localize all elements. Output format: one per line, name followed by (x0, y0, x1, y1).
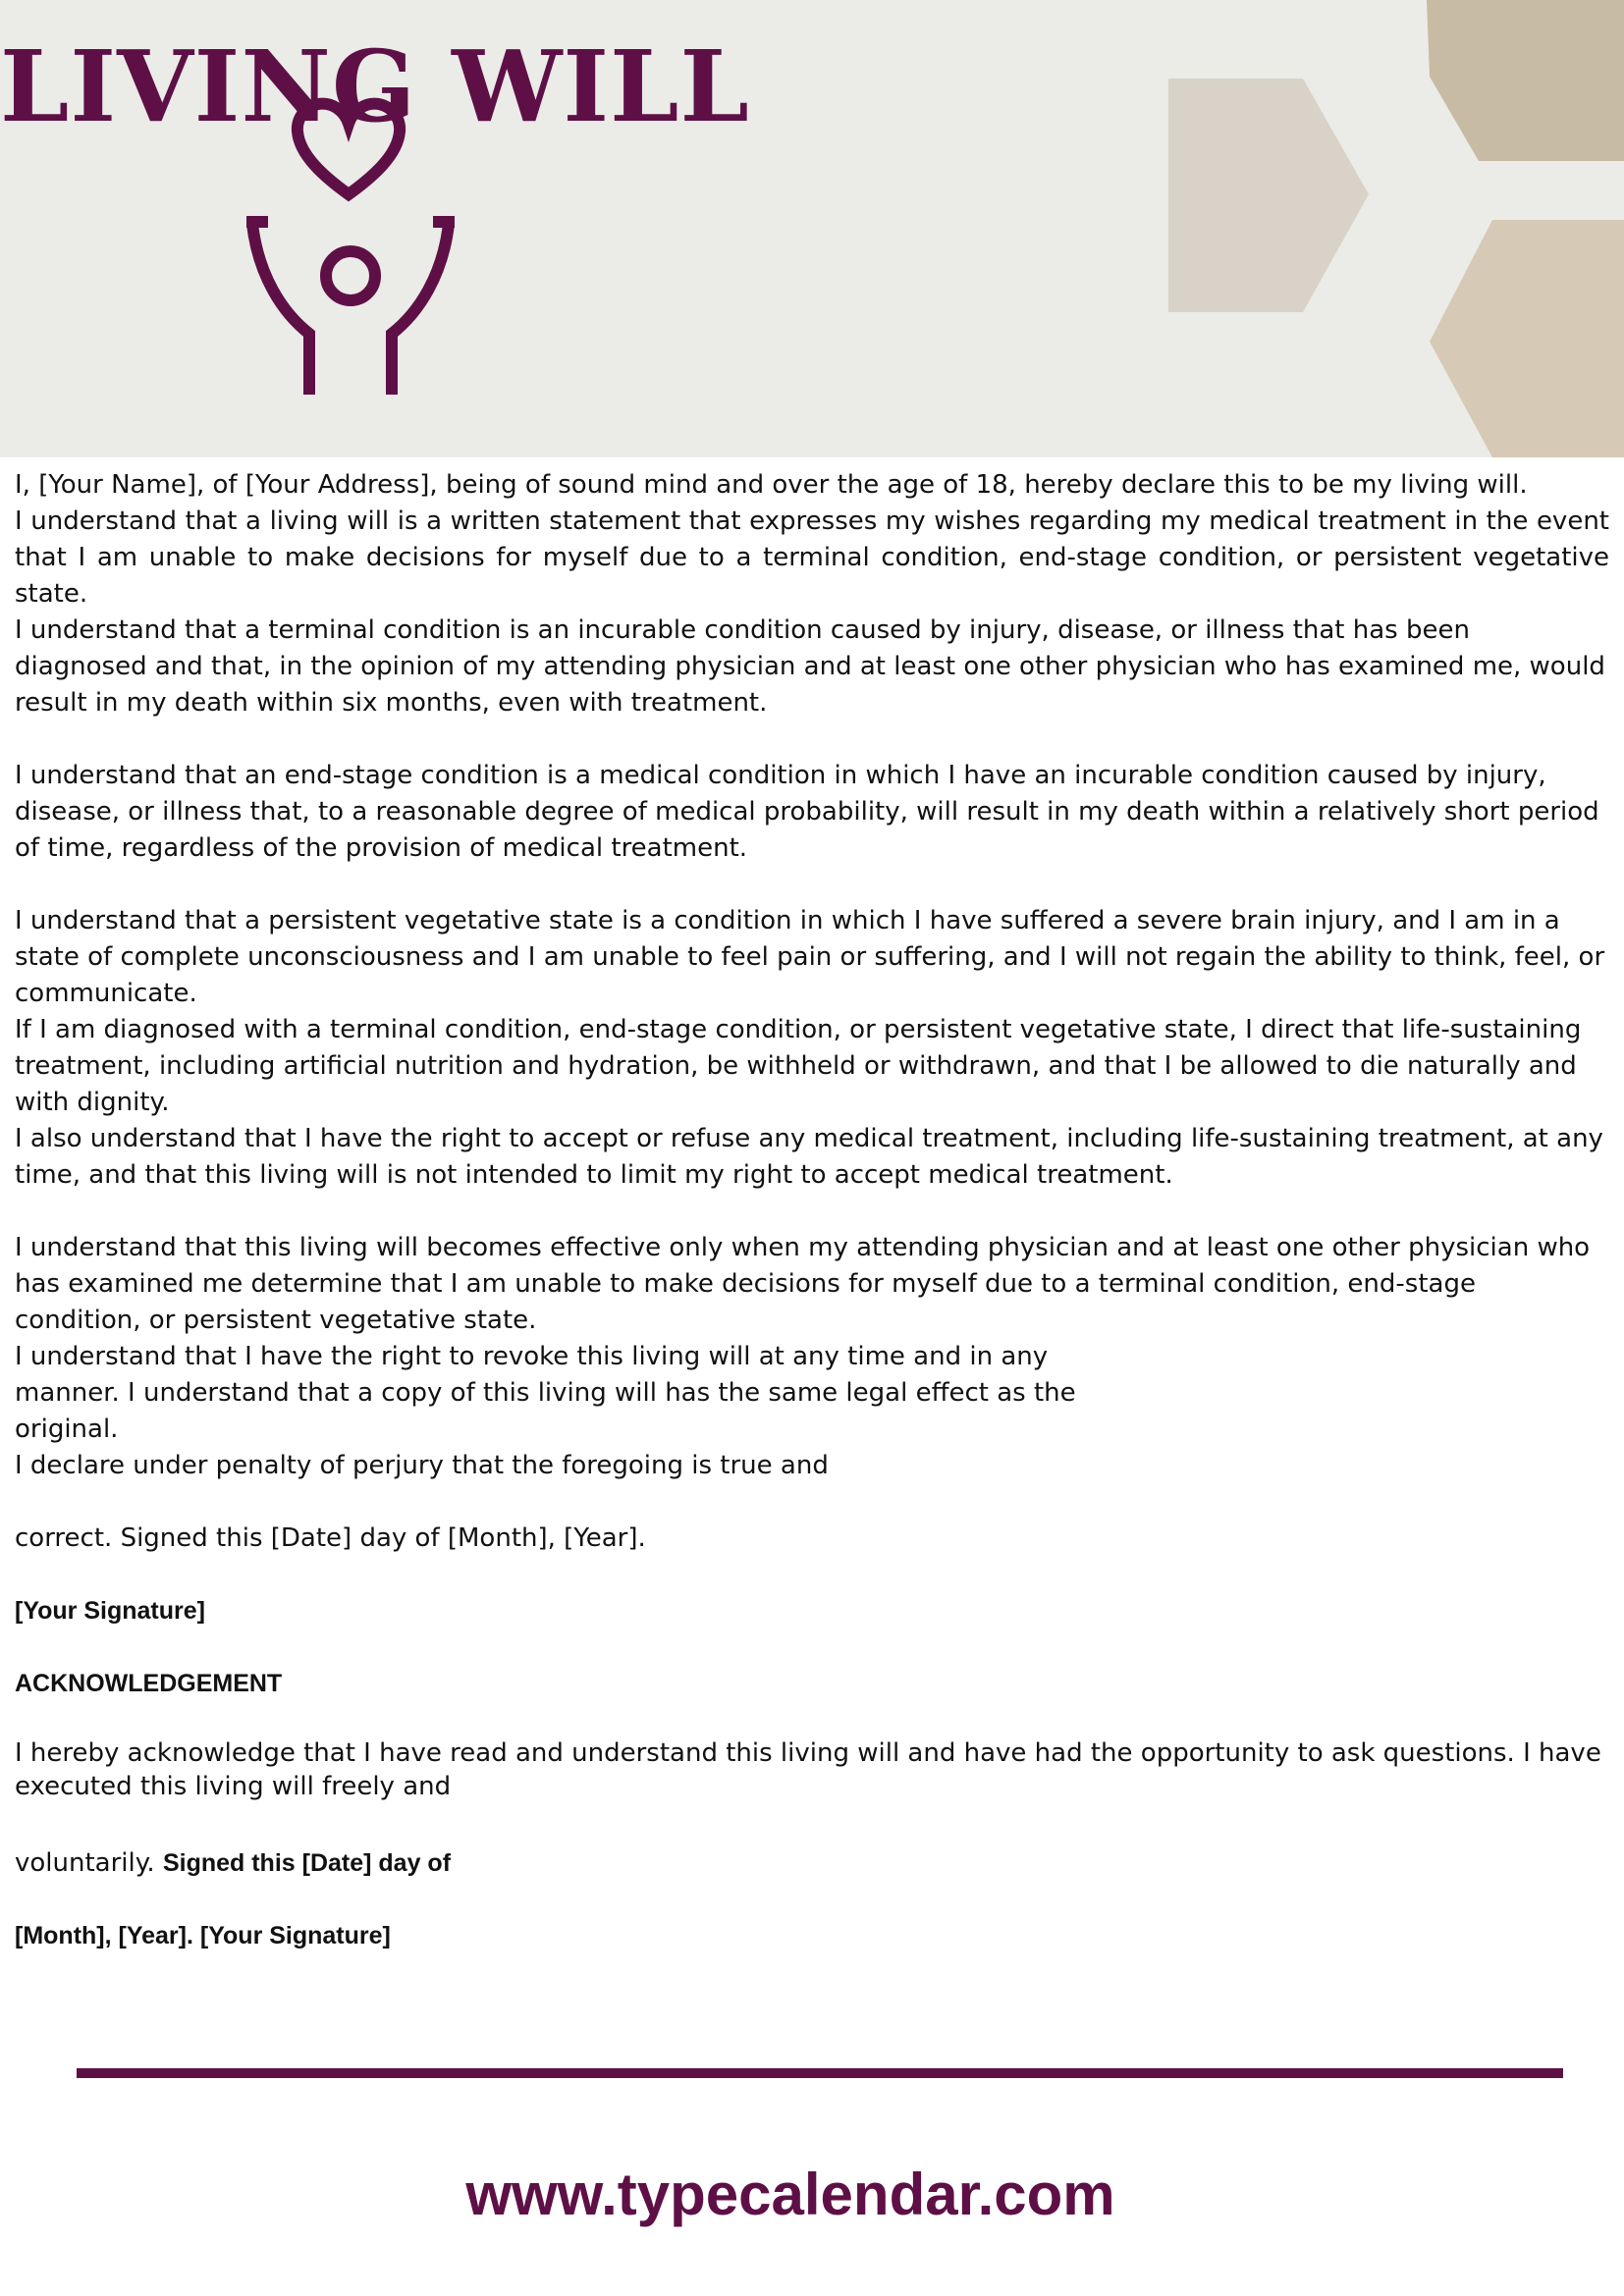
decorative-hexagons (1168, 0, 1624, 457)
revocation-line-3: original. (15, 1415, 119, 1444)
acknowledgement-line-3 (15, 1845, 1609, 1882)
spacer (15, 1882, 1609, 1918)
footer-divider (77, 2068, 1563, 2078)
acknowledgement-heading: ACKNOWLEDGEMENT (15, 1670, 283, 1697)
spacer (15, 867, 1609, 903)
spacer (15, 1702, 1609, 1738)
signature-placeholder: [Your Signature] (15, 1597, 205, 1625)
revocation-line-2: manner. I understand that a copy of this living will has the same legal effect as the (15, 1378, 1076, 1408)
document-body (15, 467, 1618, 1954)
hexagon-shape (1427, 0, 1624, 161)
spacer (15, 1484, 1609, 1521)
person-raising-heart-icon (231, 39, 466, 402)
spacer (15, 721, 1609, 758)
right-to-refuse-paragraph: I also understand that I have the right to accept or refuse any medical treatment, including life-sustaining treatment, at any time, and that this living will is not intended to limit my right to accept medical treatment. (15, 1124, 1612, 1190)
acknowledgement-line-1: I hereby acknowledge that I have read and understand this living will and have had the opportunity to ask questions. I have (15, 1738, 1601, 1768)
document-title: LIVING WILL (0, 28, 750, 144)
voluntarily-text: voluntarily. (15, 1848, 163, 1878)
perjury-declaration: I declare under penalty of perjury that the foregoing is true and (15, 1451, 829, 1480)
acknowledgement-line-2: executed this living will freely and (15, 1772, 452, 1801)
treatment-directive-paragraph: If I am diagnosed with a terminal condition, end-stage condition, or persistent vegetative state, I direct that life-sustaining treatment, including artificial nutrition and hydration, be withheld or withdrawn, and that I be allowed to die naturally and with dignity. (15, 1015, 1590, 1117)
spacer (15, 1194, 1609, 1230)
spacer (15, 1557, 1609, 1593)
signed-this-text: Signed this [Date] day of (162, 1849, 452, 1877)
website-url: www.typecalendar.com (465, 2162, 1115, 2227)
vegetative-state-paragraph: I understand that a persistent vegetative state is a condition in which I have suffered a severe brain injury, and I am in a state of complete unconsciousness and I am unable to feel pain or suffering, and I will not regain the ability to think, feel, or communicate. (15, 906, 1613, 1008)
living-will-definition-paragraph: I understand that a living will is a written statement that expresses my wishes regarding my medical treatment in the event that I am unable to make decisions for myself due to a terminal condition, end-stage condition, or persistent vegetative state. (15, 507, 1618, 609)
effectiveness-paragraph: I understand that this living will becomes effective only when my attending physician and at least one other physician who has examined me determine that I am unable to make decisions for myself due to a terminal condition, end-stage condition, or persistent vegetative state. (15, 1233, 1598, 1335)
declaration-paragraph: I, [Your Name], of [Your Address], being of sound mind and over the age of 18, hereby declare this to be my living will. (15, 470, 1528, 500)
acknowledgement-signature-line: [Month], [Year]. [Your Signature] (15, 1922, 391, 1949)
hexagon-shape (1430, 220, 1624, 457)
revocation-line-1: I understand that I have the right to revoke this living will at any time and in any (15, 1342, 1049, 1371)
spacer (15, 1805, 1609, 1845)
end-stage-condition-paragraph: I understand that an end-stage condition is a medical condition in which I have an incurable condition caused by injury, disease, or illness that, to a reasonable degree of medical probability, will result in my death within a relatively short period of time, regardless of the provision of medical treatment. (15, 761, 1607, 863)
signed-date-line: correct. Signed this [Date] day of [Month], [Year]. (15, 1523, 646, 1553)
terminal-condition-paragraph: I understand that a terminal condition is an incurable condition caused by injury, disease, or illness that has been diagnosed and that, in the opinion of my attending physician and at least one other physician who has examined me, would result in my death within six months, even with treatment. (15, 615, 1614, 718)
spacer (15, 1629, 1609, 1666)
hexagon-shape (1168, 79, 1369, 312)
